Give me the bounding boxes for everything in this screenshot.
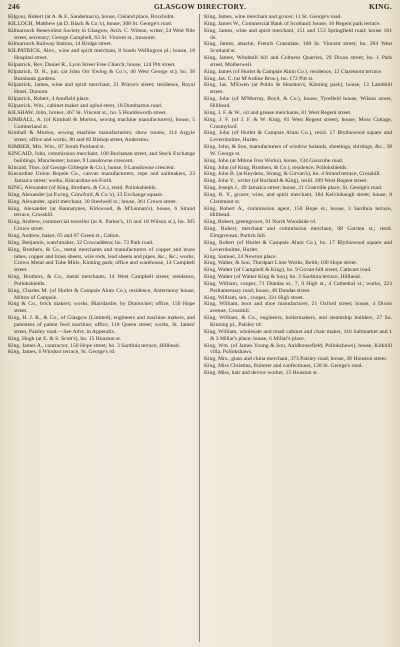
directory-entry: King, Mrs., glass and china merchant, 373 Paisley road; house, 36 Houston street.: [204, 356, 388, 363]
directory-entry: Kilpatrick, Wm., cabinet maker and uphol-terer, 18 Dumbarton road.: [8, 102, 163, 109]
directory-entry: King, Brothers, & Co., metal merchants, 14 West Campbell street; residence, Pollokshields.: [8, 274, 195, 287]
directory-entry: Kilgour, Robert (at A. & E. Sandeman's), house, Cleland place, Broxholm.: [8, 14, 175, 20]
directory-entry: KILLOCH, Matthew (at D. Black & Co.'s), house, 308 St. George's road.: [8, 20, 173, 27]
directory-entry: King, William, & Co., engineers, boilermakers, and steamship builders, 27 So. Kinning pl., Paisley rd.: [204, 315, 392, 328]
directory-entry: King, J. F. & W., oil and grease merchants, 81 West Regent street.: [204, 109, 352, 116]
directory-entry: King, Miss, hair and device worker, 15 Houston st.: [204, 369, 319, 376]
directory-entry: King, James, wine merchant and grocer, 11 St. George's road.: [204, 14, 342, 20]
directory-entry: King, James, Windmill hill and Coltness Quarries, 29 Dixon street; ho. 1 Park street, Motherwell.: [204, 55, 392, 68]
directory-entry: KILSHAW, John, broker, 367 St. Vincent st.; ho. 5 Houldsworth street.: [8, 109, 167, 116]
right-column: [204, 14, 392, 644]
directory-entry: King, William, sen., cooper, 331 High street.: [204, 294, 305, 301]
directory-entry: Kilpatrick, D. R., jun. (at John Orr Ewing & Co.'s, 46 West George st.), ho. 38 Burnbank gardens.: [8, 68, 195, 82]
directory-entry: King, Jas. C. (at M'Ardine Bros.), ho. 172 Pitt st.: [204, 75, 314, 82]
directory-entry: King, Charles M. (of Hurlet & Campsie Alum Co.), residence, Antermony house, Milton of Campsie.: [8, 287, 195, 301]
directory-entry: King, Alexander (at Bannatynes, Kirkwood, & M'Lennan's), house, 6 Strand terrace, Crosshill.: [8, 205, 195, 219]
directory-entry: King, James W., Commercial Bank of Scotland; house, 16 Regent park terrace.: [204, 20, 381, 27]
page-title: GLASGOW DIRECTORY.: [153, 2, 247, 11]
directory-entry: King, John (of King, Brothers, & Co.), residence, Pollokshields.: [204, 164, 348, 171]
directory-entry: KING, Alexander (of King, Brothers, & Co.), resid. Pollokshields.: [8, 185, 157, 192]
directory-entry: Kilpatrick, Robert, 4 Annfield place.: [8, 96, 90, 103]
directory-entry: King, Robert A., commission agent, 150 Hope st.; house, 3 Sardinia terrace, Hillhead.: [204, 205, 392, 219]
column-divider: [199, 14, 200, 642]
directory-entry: King, James, 6 Windsor terrace, St. George's rd.: [8, 349, 116, 356]
directory-entry: King, James A., contractor, 150 Hope street; ho. 3 Sardinia terrace, Hillhead.: [8, 342, 180, 349]
directory-entry: King, John Y., writer (of Borland & King), resid. 189 West Regent street.: [204, 178, 368, 185]
directory-entry: Kilmarnock Railway Station, 14 Bridge street.: [8, 41, 112, 48]
directory-entry: King, Alexander, spirit merchant, 30 Steelwell st.; house, 361 Crown street.: [8, 198, 178, 205]
directory-entry: King, John B. (at Keydens, Strang, & Girvan's), ho. 4 Strand terrace, Crosshill.: [204, 171, 381, 178]
directory-entry: KILPATRICK, Alex., wine and spirit merchant, 8 South Wellington pl.; house, 18 Hospital street.: [8, 48, 195, 62]
directory-entry: King, John (of M'Murray, Boyd, & Co.), house, Tyrefield house, Wilson street, Hillhead.: [204, 96, 392, 109]
directory-entry: King & Co., brick makers; works, Blairdardie, by Duntocher; office, 150 Hope street.: [8, 301, 195, 315]
directory-entry: King, James, attaché, French Consulate, 168 St. Vincent street; ho. 284 West Scotland st.: [204, 41, 392, 55]
directory-entry: King, Walter (of Campbell & King), ho. 9 Govan-hill street, Cathcart road.: [204, 267, 372, 274]
directory-entry: King, John (at Milton Iron Works), house, 134 Garscube road.: [204, 157, 344, 164]
directory-entry: King, James, wine and spirit merchant, 151 and 153 Springfield road; house 161 do.: [204, 27, 392, 41]
directory-entry: King, Andrew, baker, 65 and 67 Green st., Calton.: [8, 233, 120, 239]
directory-entry: King, William, wholesale and retail cabinet and chair maker, 116 Saltmarket and 1 & 3 Millar's place; house, 6 Millar's place.: [204, 328, 392, 342]
directory-entry: King, William, cooper, 71 Dundas st., 7, 9 High st., 4 Cathedral st.; works, 223 Parliamentary road; house, 48 Dundas street.: [204, 280, 392, 294]
directory-entry: King, Joseph J., 49 Jamaica street; house, 21 Granville place, St. George's road.: [204, 185, 383, 192]
directory-entry: Kimball & Morton, sewing machine manufacturers; show rooms, 114 Argyle street; office and works, 80 and 82 Bishop street, Anderston.: [8, 130, 195, 144]
directory-entry: King, Samuel, 24 Newton place.: [204, 253, 277, 260]
directory-entry: King, Robert, merchant and commission merchant, 68 Gordon st.; resid. Elmgrovean, Partick hill.: [204, 226, 392, 239]
page-keyword: KING.: [368, 2, 392, 11]
directory-entry: King, R. Y., grocer, wine, and spirit merchant, 184 Kelvinhaugh street; house, 8 Claremont st.: [204, 191, 392, 205]
directory-entry: King, Brothers, & Co., metal merchants and manufacturers of copper and brass tubes, copper and brass sheets, wire rods, lead sheets and pipes, &c., &c.; works, Crown Metal and Tube Mills, Kinning park; office and warehouse, 14 Campbell street.: [8, 246, 195, 274]
directory-entry: King, J. F. (of J. F. & W. King, 81 West Regent street), house, Moss Cottage, Crosmyloof.: [204, 116, 392, 130]
directory-entry: King, John, & Son, manufacturers of window bolands, sheetings, shirtings, &c., 38 W. George st.: [204, 144, 392, 157]
directory-entry: Kincaid, Thos. (of George Gillespie & Co.), house, 9 Lansdowne crescent.: [8, 164, 175, 171]
directory-entry: King, Walter (of Walter King & Son), ho. 3 Sardinia terrace, Hillhead.: [204, 274, 362, 281]
directory-entry: King, Robert, greengrocer, 91 North Woodside rd.: [204, 219, 317, 226]
directory-entry: King, Miss Christina, fruiterer and confectioner, 128 St. George's road.: [204, 363, 363, 370]
directory-entry: King, Robert (of Hurlet & Campsie Alum Co.), ho. 17 Blythswood square and Levernholme, Hurlet.: [204, 239, 392, 253]
directory-entry: King, H. J. R., & Co., of Glasgow (Limited), engineers and machine makers, and patentees of patent feed machine; office, 118 Queen street; works, St. James' street, Paisley road.—See Advt. in Appendix.: [8, 315, 195, 335]
directory-entry: KINCAID, John, commission merchant, 100 Buchanan street, and Stock Exchange buildings, Manchester; house, 9 Lansdowne crescent.: [8, 150, 195, 164]
directory-entry: King, Walter, & Son, Thirdpart Lime Works, Beith; 100 Hope street.: [204, 260, 358, 267]
directory-entry: King, Alexander (at Ewing, Crawford, & Co.'s), 23 Exchange square.: [8, 191, 164, 198]
directory-entry: King, James (of Hurlet & Campsie Alum Co.), residence, 12 Claremont terrace.: [204, 68, 383, 75]
directory-entry: King, William, boot and shoe manufacturer, 21 Oxford street; house, 4 Dixon avenue, Crosshill.: [204, 301, 392, 315]
directory-entry: King, Wm. (of James Young & Son, Auldhousefield, Pollokshaws), house, Kirkhill villa, Pollokshaws.: [204, 342, 392, 356]
directory-entry: King, Hugh (at E. & S. Scott's), ho. 15 Houston st.: [8, 335, 122, 342]
directory-entry: Kincardine Union Ropeie Co., canvas manufacturers, rope and sailmakers, 23 Jamaica street; works, Kincardine-on-Forth.: [8, 171, 195, 185]
directory-entry: King, Jas. M'Ewen (at Pobin & Houston's, Kinning park), house, 13 Lambhill street.: [204, 82, 392, 96]
directory-entry: Kilmarnock Benevolent Society in Glasgow, Arch. C. Wilson, writer, 54 West Nile street, secretary; George Campbell, 63 St. Vincent st., treasurer.: [8, 27, 195, 41]
page-number: 246: [8, 2, 20, 11]
directory-entry: Kilpatrick, Rev. Daniel R., Lyon Street Free Church; house, 124 Pitt street.: [8, 61, 176, 68]
directory-entry: King, Benjamin, watchmaker, 32 Cowcaddens; ho. 73 Park road.: [8, 239, 154, 246]
directory-entry: King, John (of Hurlet & Campsie Alum Co.), resid. 17 Blythswood square and Levernholme, Hurlet.: [204, 130, 392, 144]
directory-entry: Kilpatrick, James, wine and spirit merchant, 21 Prince's street; residence, Royal Hotel, Dunoon.: [8, 82, 195, 96]
directory-entry: KIMBER, Mrs. Wm., 87 South Portland st.: [8, 144, 106, 151]
directory-entry: King, Andrew, commercial traveller (at A. Parker's, 16 and 18 Wilson st.), ho. 305 Crown street.: [8, 219, 195, 233]
directory-entry: KIMBALL, A. (of Kimball & Morton, sewing machine manufacturers), house, 5 Cumberland st.: [8, 116, 195, 130]
left-column: [8, 14, 195, 644]
page-header: [8, 2, 392, 14]
